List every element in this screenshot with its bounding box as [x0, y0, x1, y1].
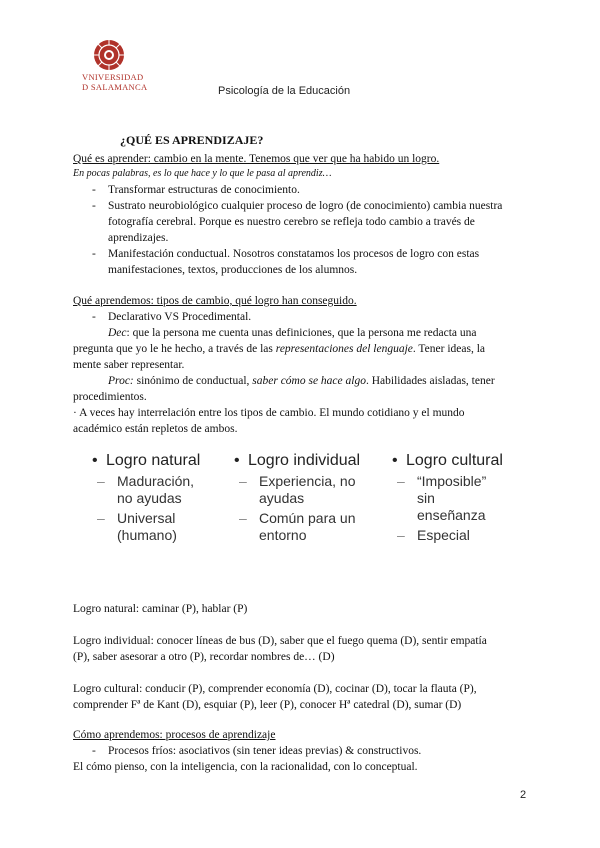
column-title: Logro individual: [248, 452, 361, 469]
section-1-subheading: En pocas palabras, es lo que hace y lo que le pasa al aprendiz…: [73, 168, 332, 179]
bullet-dash: -: [92, 248, 96, 260]
dash-icon: –: [97, 510, 105, 526]
column-item: – Especial: [392, 527, 503, 544]
bullet-dash: -: [92, 745, 96, 757]
bullet-2-line-2: fotografía cerebral. Porque es nuestro cerebro se refleja todo cambio a través de: [108, 216, 475, 228]
column-item: – Común para un entorno: [234, 510, 360, 544]
page-header: Psicología de la Educación: [218, 85, 351, 97]
dec-line-1: Dec: que la persona me cuenta unas definiciones, que la persona me redacta una: [108, 327, 477, 339]
dec-line-3: mente saber representar.: [73, 359, 185, 371]
column-item: – Experiencia, no ayudas: [234, 473, 360, 507]
logro-cultural-line-1: Logro cultural: conducir (P), comprender economía (D), cocinar (D), tocar la flauta (P),: [73, 683, 477, 695]
bullet-dash: -: [92, 311, 96, 323]
section-2-bullet: Declarativo VS Procedimental.: [108, 311, 252, 323]
dash-icon: –: [397, 473, 405, 489]
section-3-line: El cómo pienso, con la inteligencia, con la racionalidad, con lo conceptual.: [73, 761, 418, 773]
bullet-1: Transformar estructuras de conocimiento.: [108, 184, 300, 196]
bullet-2-line-3: aprendizajes.: [108, 232, 169, 244]
dash-icon: –: [239, 473, 247, 489]
column-title: Logro cultural: [406, 452, 503, 469]
column-title: Logro natural: [106, 452, 201, 469]
dash-icon: –: [397, 527, 405, 543]
logro-individual-line-1: Logro individual: conocer líneas de bus (D), saber que el fuego quema (D), sentir empatía: [73, 635, 487, 647]
slide-column-individual: [234, 452, 360, 544]
bullet-dot-icon: •: [92, 452, 98, 469]
section-2-heading: Qué aprendemos: tipos de cambio, qué logro han conseguido.: [73, 295, 357, 307]
logro-cultural-line-2: comprender Fª de Kant (D), esquiar (P), leer (P), conocer Hª catedral (D), sumar (D): [73, 699, 462, 711]
column-item: – “Imposible” sin enseñanza: [392, 473, 503, 524]
bullet-dash: -: [92, 200, 96, 212]
university-seal-icon: [92, 38, 126, 72]
note-line-1: · A veces hay interrelación entre los tipos de cambio. El mundo cotidiano y el mundo: [73, 407, 465, 419]
note-line-2: académico están repletos de ambos.: [73, 423, 238, 435]
section-3-bullet: Procesos fríos: asociativos (sin tener ideas previas) & constructivos.: [108, 745, 422, 757]
university-name: VNIVERSIDAD D SALAMANCA: [82, 72, 148, 92]
page-number: 2: [520, 789, 527, 801]
bullet-dot-icon: •: [234, 452, 240, 469]
dash-icon: –: [239, 510, 247, 526]
bullet-3-line-2: manifestaciones, textos, producciones de los alumnos.: [108, 264, 358, 276]
section-1-heading: Qué es aprender: cambio en la mente. Tenemos que ver que ha habido un logro.: [73, 153, 440, 165]
page-title: ¿QUÉ ES APRENDIZAJE?: [120, 133, 264, 147]
bullet-dash: -: [92, 184, 96, 196]
proc-line-2: procedimientos.: [73, 391, 147, 403]
column-item: – Universal (humano): [92, 510, 200, 544]
column-item: – Maduración, no ayudas: [92, 473, 200, 507]
slide-column-cultural: [392, 452, 503, 544]
slide-column-natural: [92, 452, 200, 544]
dec-line-2: pregunta que yo le he hecho, a través de las representaciones del lenguaje. Tener ideas, la: [73, 343, 485, 355]
logro-individual-line-2: (P), saber asesorar a otro (P), recordar nombres de… (D): [73, 651, 335, 663]
bullet-dot-icon: •: [392, 452, 398, 469]
logro-types-slide: [92, 452, 532, 564]
bullet-3-line-1: Manifestación conductual. Nosotros constatamos los procesos de logro con estas: [108, 248, 480, 260]
section-3-heading: Cómo aprendemos: procesos de aprendizaje: [73, 729, 276, 741]
proc-line-1: Proc: sinónimo de conductual, saber cómo se hace algo. Habilidades aisladas, tener: [108, 375, 495, 387]
logro-natural-text: Logro natural: caminar (P), hablar (P): [73, 603, 248, 615]
bullet-2-line-1: Sustrato neurobiológico cualquier proceso de logro (de conocimiento) cambia nuestra: [108, 200, 503, 212]
dash-icon: –: [97, 473, 105, 489]
